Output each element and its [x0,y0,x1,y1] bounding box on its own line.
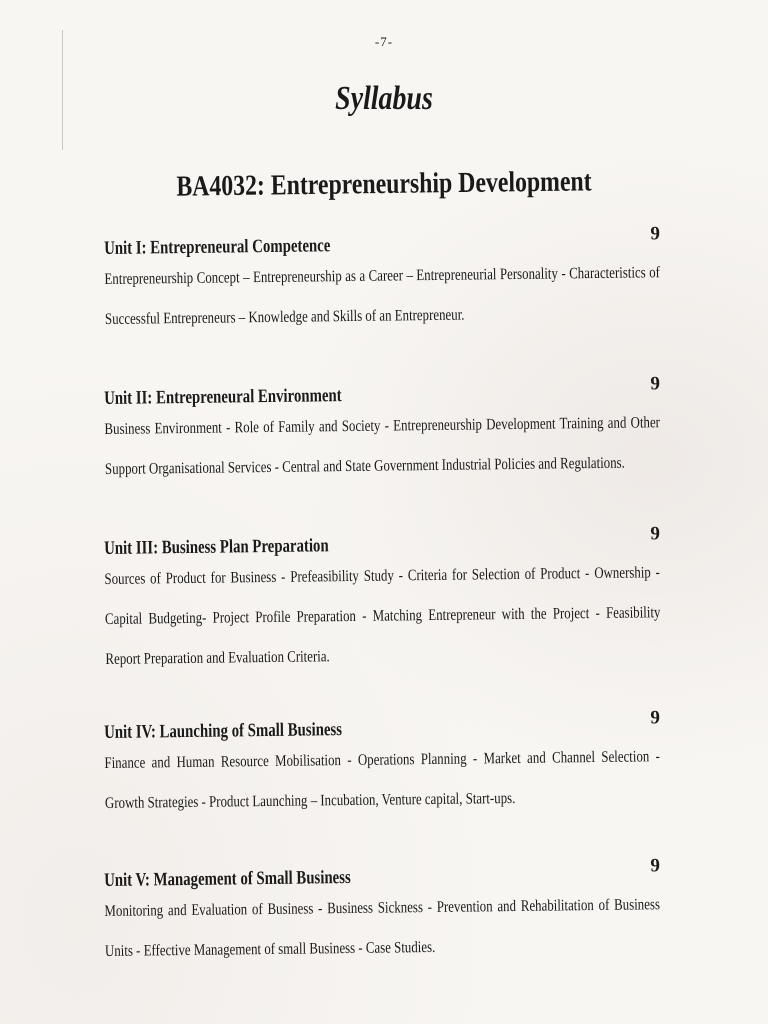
unit-section-1 [104,223,661,340]
unit-description: Sources of Product for Business - Prefeasibility Study - Criteria for Selection of Product - Ownership - Capital Budgeting- Project Profile Preparation - Matching Entrepreneur with the Project - Feasibility Report Preparation and Evaluation Criteria. [104,564,661,668]
unit-hours: 9 [650,707,661,729]
unit-section-3 [104,523,662,680]
unit-title: Unit II: Entrepreneural Environment [104,385,342,409]
unit-description: Finance and Human Resource Mobilisation - Operations Planning - Market and Channel Selection - Growth Strategies - Product Launching – Incubation, Venture capital, Start-ups. [104,748,661,812]
unit-description: Business Environment - Role of Family and Society - Entrepreneurship Development Training and Other Support Organisational Services - Central and State Government Industrial Policies and Regulations. [104,414,661,478]
unit-section-4 [104,707,661,824]
unit-title: Unit V: Management of Small Business [104,866,351,891]
unit-section-2 [104,373,661,490]
page-number: -7- [374,34,394,49]
unit-hours: 9 [650,373,661,395]
unit-description: Entrepreneurship Concept – Entrepreneurship as a Career – Entrepreneurial Personality - Characteristics of Successful Entrepreneurs – Knowledge and Skills of an Entrepreneur. [104,264,661,328]
unit-hours: 9 [650,223,661,245]
unit-title: Unit IV: Launching of Small Business [104,719,343,743]
unit-section-5 [104,855,661,972]
unit-title: Unit III: Business Plan Preparation [104,535,329,559]
unit-hours: 9 [650,523,661,545]
unit-title: Unit I: Entrepreneural Competence [104,235,331,259]
unit-hours: 9 [650,855,661,877]
document-heading: Syllabus [335,80,433,117]
unit-description: Monitoring and Evaluation of Business - Business Sickness - Prevention and Rehabilitation of Business Units - Effective Management of small Business - Case Studies. [104,896,661,960]
course-title: BA4032: Entrepreneurship Development [176,165,592,203]
